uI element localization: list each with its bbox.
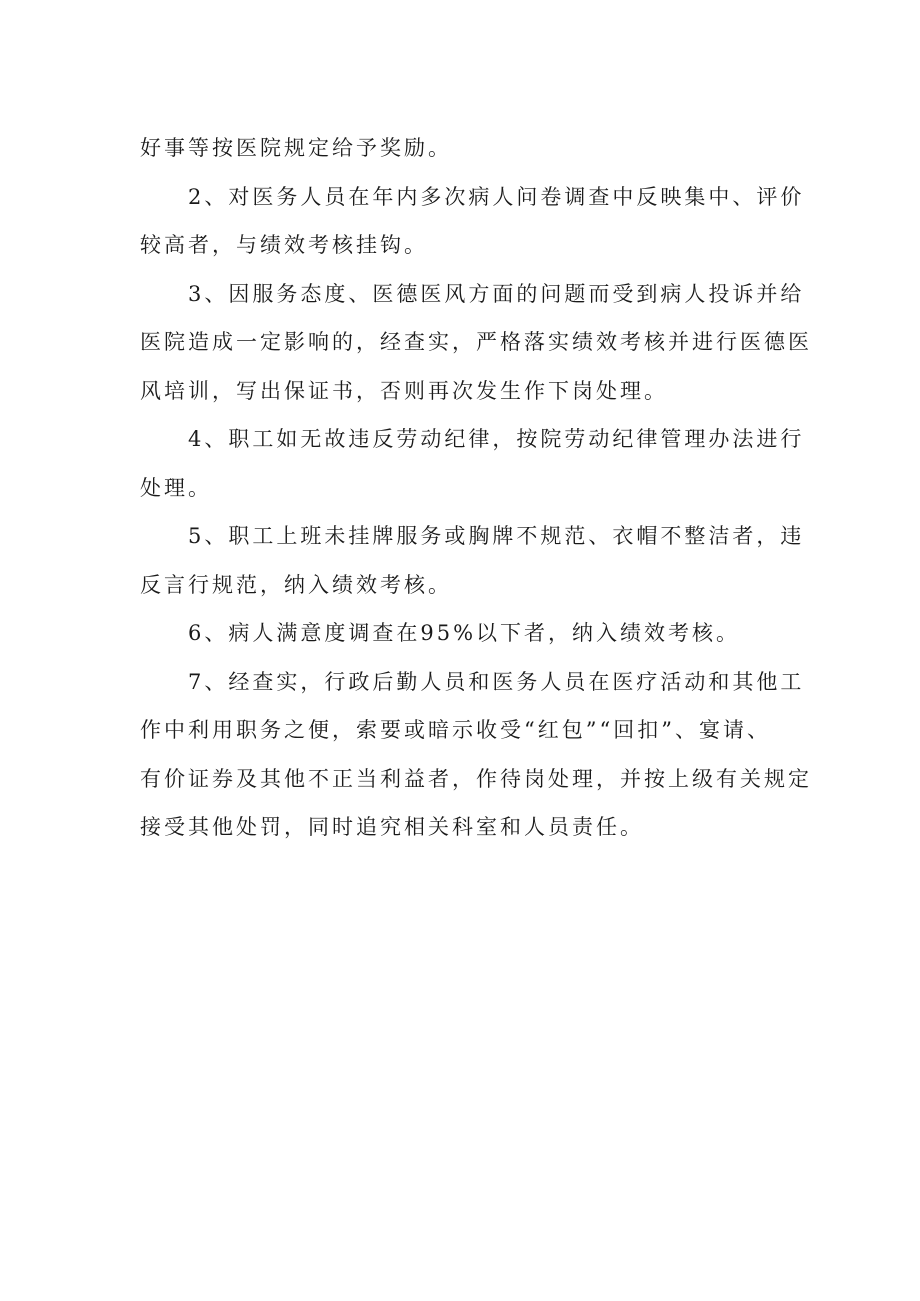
paragraph-3-line-3: 风培训，写出保证书，否则再次发生作下岗处理。 (140, 378, 668, 403)
paragraph-2-line-1: 2、对医务人员在年内多次病人问卷调查中反映集中、评价 (188, 184, 805, 209)
paragraph-3-line-2: 医院造成一定影响的，经查实，严格落实绩效考核并进行医德医 (140, 330, 812, 354)
paragraph-2-line-2: 较高者，与绩效考核挂钩。 (140, 233, 428, 257)
paragraph-4-line-1: 4、职工如无故违反劳动纪律，按院劳动纪律管理办法进行 (188, 427, 805, 451)
paragraph-5-line-2: 反言行规范，纳入绩效考核。 (140, 572, 452, 597)
paragraph-7-line-2: 作中利用职务之便，索要或暗示收受“红包”“回扣”、宴请、 (140, 718, 771, 742)
text-line-continuation: 好事等按医院规定给予奖励。 (140, 136, 452, 160)
paragraph-3-line-1: 3、因服务态度、医德医风方面的问题而受到病人投诉并给 (188, 281, 805, 306)
paragraph-5-line-1: 5、职工上班未挂牌服务或胸牌不规范、衣帽不整洁者，违 (188, 524, 805, 548)
paragraph-7-line-1: 7、经查实，行政后勤人员和医务人员在医疗活动和其他工 (188, 669, 805, 694)
document-body (140, 128, 812, 856)
paragraph-6-line-1: 6、病人满意度调查在95%以下者，纳入绩效考核。 (188, 621, 741, 645)
paragraph-7-line-4: 接受其他处罚，同时追究相关科室和人员责任。 (140, 815, 644, 839)
paragraph-7-line-3: 有价证券及其他不正当利益者，作待岗处理，并按上级有关规定 (140, 766, 812, 791)
paragraph-4-line-2: 处理。 (140, 475, 212, 500)
